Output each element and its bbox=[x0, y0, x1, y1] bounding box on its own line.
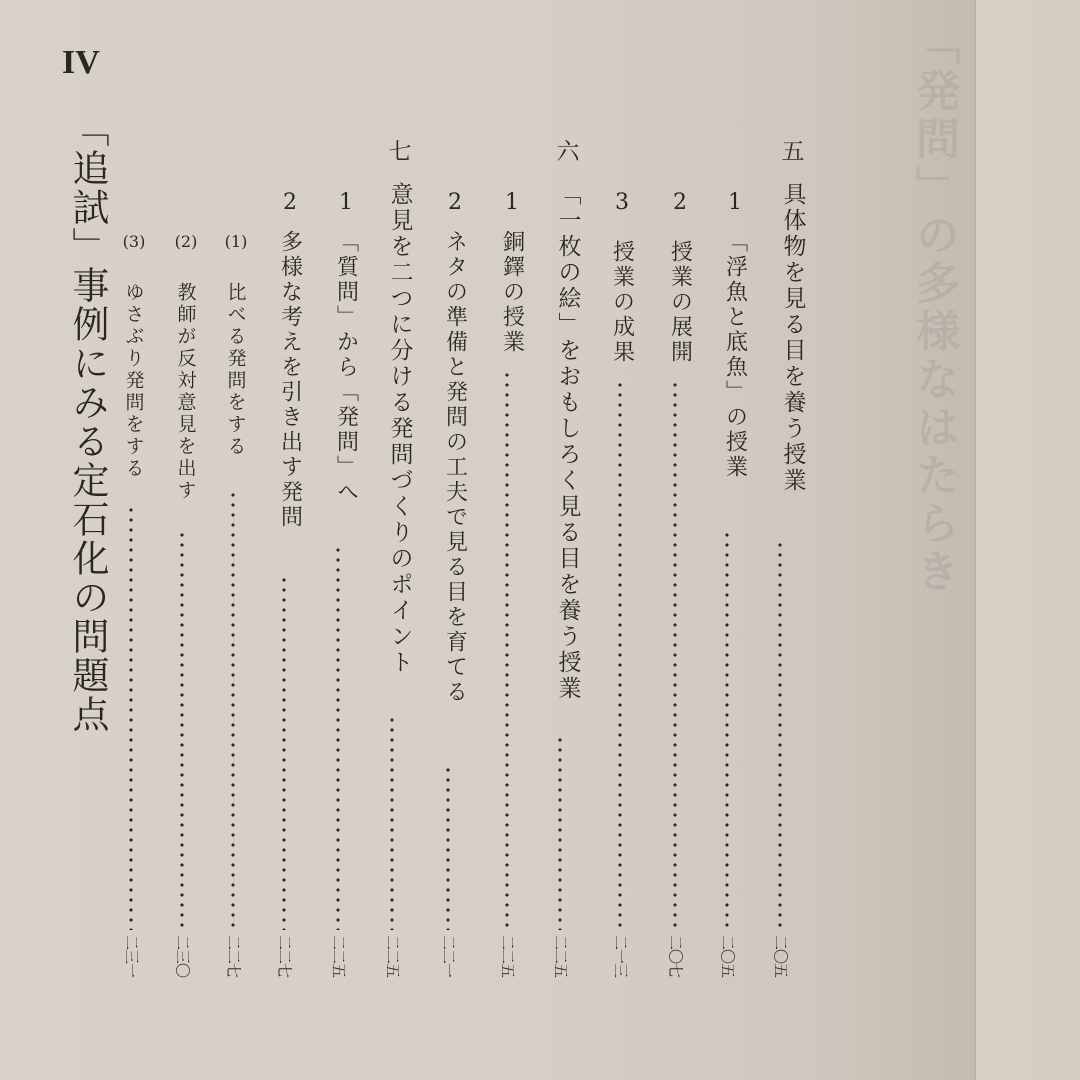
leader-dots bbox=[725, 530, 729, 930]
page-number: 二二一 bbox=[439, 935, 458, 978]
toc-subentry: 教師が反対意見を出す bbox=[174, 282, 197, 502]
item-number: 2 bbox=[673, 190, 687, 215]
leader-dots bbox=[618, 380, 622, 930]
page-number: 二二五 bbox=[329, 935, 348, 978]
page-number: 二〇五 bbox=[771, 935, 790, 978]
page-number: 二一三 bbox=[611, 935, 630, 978]
page-number: 二二五 bbox=[551, 935, 570, 978]
section-title: 意見を二つに分ける発問づくりのポイント bbox=[386, 182, 413, 676]
leader-dots bbox=[129, 505, 133, 930]
leader-dots bbox=[505, 370, 509, 930]
leader-dots bbox=[336, 545, 340, 930]
page-number: 二〇七 bbox=[666, 935, 685, 978]
toc-entry: 「浮魚と底魚」の授業 bbox=[722, 230, 748, 480]
subitem-number: (1) bbox=[224, 232, 248, 251]
toc-entry: 授業の展開 bbox=[667, 240, 693, 365]
part-title: 「追試」事例にみる定石化の問題点 bbox=[66, 110, 109, 734]
page-number: 二三〇 bbox=[173, 935, 192, 978]
page-number: 二二五 bbox=[498, 935, 517, 978]
toc-entry: 授業の成果 bbox=[609, 240, 635, 365]
leader-dots bbox=[446, 765, 450, 930]
page-number: 二二七 bbox=[275, 935, 294, 978]
item-number: 1 bbox=[728, 190, 742, 215]
page-number: 二〇五 bbox=[718, 935, 737, 978]
leader-dots bbox=[180, 530, 184, 930]
leader-dots bbox=[673, 380, 677, 930]
section-number: 七 bbox=[388, 139, 412, 165]
item-number: 3 bbox=[615, 190, 629, 215]
item-number: 1 bbox=[339, 190, 353, 215]
item-number: 2 bbox=[448, 190, 462, 215]
toc-subentry: 比べる発問をする bbox=[224, 282, 247, 458]
toc-subentry: ゆさぶり発問をする bbox=[122, 282, 145, 480]
leader-dots bbox=[282, 575, 286, 930]
item-number: 2 bbox=[283, 190, 297, 215]
toc-entry: 多様な考えを引き出す発問 bbox=[277, 230, 303, 530]
item-number: 1 bbox=[505, 190, 519, 215]
leader-dots bbox=[778, 540, 782, 930]
page-number: 二二五 bbox=[383, 935, 402, 978]
toc-entry: 「質問」から「発問」へ bbox=[333, 230, 359, 505]
section-title: 具体物を見る目を養う授業 bbox=[779, 182, 806, 494]
facing-page-edge bbox=[975, 0, 1080, 1080]
page-number: 二三一 bbox=[122, 935, 141, 978]
section-title: 「一枚の絵」をおもしろく見る目を養う授業 bbox=[554, 182, 581, 702]
section-number: 六 bbox=[556, 139, 580, 165]
toc-entry: ネタの準備と発問の工夫で見る目を育てる bbox=[442, 230, 468, 705]
leader-dots bbox=[390, 715, 394, 930]
page-number: 二二七 bbox=[224, 935, 243, 978]
toc-entry: 銅鐸の授業 bbox=[499, 230, 525, 355]
leader-dots bbox=[231, 490, 235, 930]
section-number: 五 bbox=[781, 139, 805, 165]
subitem-number: (2) bbox=[174, 232, 198, 251]
subitem-number: (3) bbox=[122, 232, 146, 251]
leader-dots bbox=[558, 735, 562, 930]
part-number: IV bbox=[62, 44, 100, 81]
